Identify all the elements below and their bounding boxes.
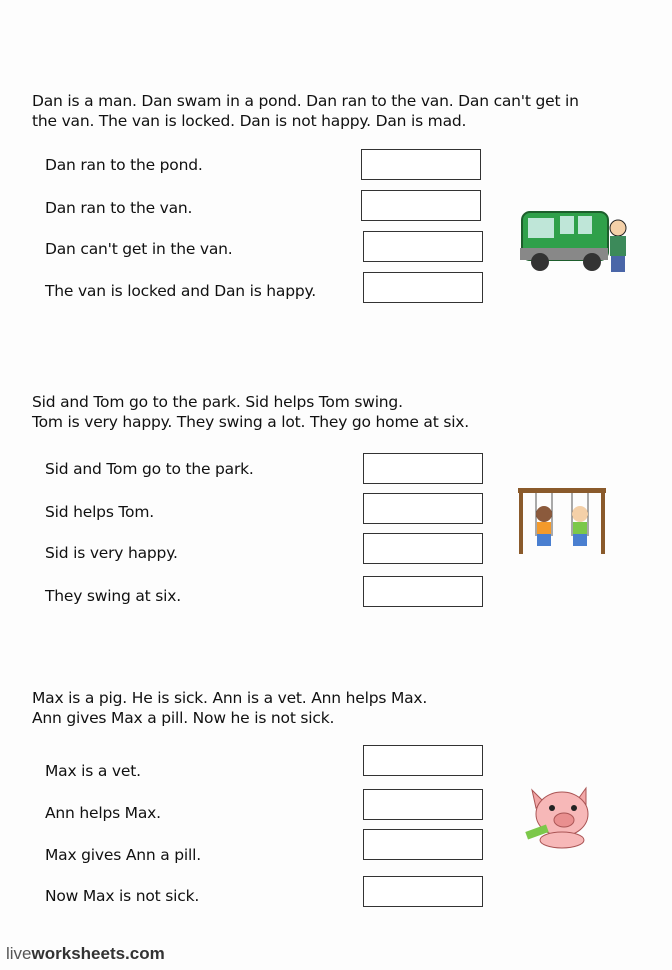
story-line: Dan is a man. Dan swam in a pond. Dan ran to the van. Dan can't get in — [32, 92, 579, 110]
statement: Dan ran to the pond. — [45, 156, 203, 174]
answer-box[interactable] — [363, 272, 483, 303]
kids-on-swings-image — [516, 486, 608, 556]
answer-box[interactable] — [363, 453, 483, 484]
statement: Sid helps Tom. — [45, 503, 154, 521]
statement: Sid and Tom go to the park. — [45, 460, 254, 478]
statement: Max is a vet. — [45, 762, 141, 780]
answer-box[interactable] — [363, 533, 483, 564]
sick-pig-image — [522, 782, 602, 852]
statement: Ann helps Max. — [45, 804, 161, 822]
answer-box[interactable] — [363, 829, 483, 860]
story-line: the van. The van is locked. Dan is not happy. Dan is mad. — [32, 112, 467, 130]
statement: Max gives Ann a pill. — [45, 846, 201, 864]
answer-box[interactable] — [363, 876, 483, 907]
logo-part: live — [6, 944, 32, 963]
answer-box[interactable] — [363, 789, 483, 820]
liveworksheets-logo — [6, 944, 165, 964]
answer-box[interactable] — [363, 745, 483, 776]
answer-box[interactable] — [363, 493, 483, 524]
answer-box[interactable] — [361, 149, 481, 180]
answer-box[interactable] — [361, 190, 481, 221]
answer-box[interactable] — [363, 576, 483, 607]
story-paragraph-3 — [32, 688, 427, 728]
statement: Now Max is not sick. — [45, 887, 200, 905]
statement: Dan can't get in the van. — [45, 240, 233, 258]
story-paragraph-1 — [32, 91, 579, 131]
statement: They swing at six. — [45, 587, 181, 605]
van-and-man-image — [518, 200, 638, 280]
story-line: Tom is very happy. They swing a lot. They go home at six. — [32, 413, 470, 431]
story-paragraph-2 — [32, 392, 469, 432]
story-line: Sid and Tom go to the park. Sid helps Tom swing. — [32, 393, 403, 411]
statement: Sid is very happy. — [45, 544, 178, 562]
answer-box[interactable] — [363, 231, 483, 262]
logo-part: worksheets.com — [31, 944, 165, 963]
statement: The van is locked and Dan is happy. — [45, 282, 316, 300]
story-line: Max is a pig. He is sick. Ann is a vet. Ann helps Max. — [32, 689, 428, 707]
statement: Dan ran to the van. — [45, 199, 193, 217]
story-line: Ann gives Max a pill. Now he is not sick. — [32, 709, 335, 727]
